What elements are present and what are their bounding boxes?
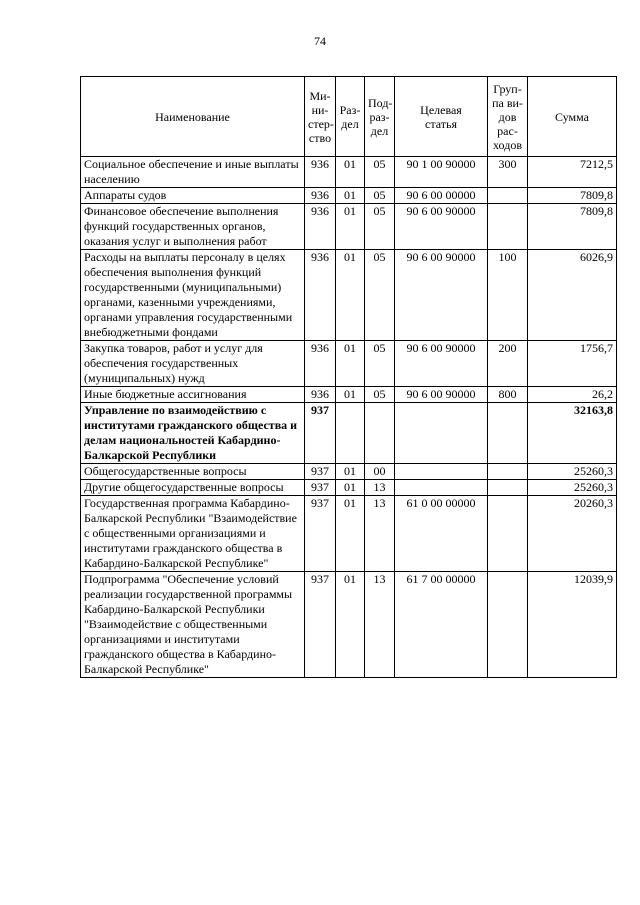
cell-section: 01 (336, 387, 365, 403)
cell-group (488, 480, 528, 496)
cell-target: 90 6 00 90000 (395, 387, 488, 403)
cell-sum: 1756,7 (528, 341, 617, 387)
cell-ministry: 936 (305, 387, 336, 403)
cell-subsection (365, 403, 395, 464)
budget-table (80, 76, 617, 678)
cell-name: Иные бюджетные ассигнования (81, 387, 305, 403)
cell-group: 300 (488, 157, 528, 188)
cell-target (395, 480, 488, 496)
cell-sum: 26,2 (528, 387, 617, 403)
cell-subsection: 00 (365, 464, 395, 480)
cell-section: 01 (336, 496, 365, 572)
table-row (81, 157, 617, 188)
cell-subsection: 13 (365, 572, 395, 678)
cell-target: 90 6 00 90000 (395, 341, 488, 387)
cell-sum: 12039,9 (528, 572, 617, 678)
table-row (81, 464, 617, 480)
cell-subsection: 05 (365, 204, 395, 250)
cell-group (488, 572, 528, 678)
header-row (81, 77, 617, 157)
table-row (81, 572, 617, 678)
cell-sum: 7212,5 (528, 157, 617, 188)
cell-section: 01 (336, 204, 365, 250)
cell-group: 100 (488, 250, 528, 341)
cell-sum: 25260,3 (528, 480, 617, 496)
cell-section: 01 (336, 572, 365, 678)
cell-target: 90 6 00 90000 (395, 204, 488, 250)
cell-section: 01 (336, 250, 365, 341)
cell-name: Другие общегосударственные вопросы (81, 480, 305, 496)
cell-target: 90 6 00 00000 (395, 188, 488, 204)
cell-section: 01 (336, 464, 365, 480)
cell-target: 90 1 00 90000 (395, 157, 488, 188)
cell-name: Расходы на выплаты персоналу в целях обеспечения выполнения функций государственными (муниципальными) органами, казенными учреждениями, органами управления государственными внебюджетными фондами (81, 250, 305, 341)
cell-group: 200 (488, 341, 528, 387)
header-name: Наименование (81, 77, 305, 157)
cell-sum: 6026,9 (528, 250, 617, 341)
cell-name: Закупка товаров, работ и услуг для обеспечения государственных (муниципальных) нужд (81, 341, 305, 387)
cell-ministry: 936 (305, 250, 336, 341)
cell-target: 61 0 00 00000 (395, 496, 488, 572)
cell-section: 01 (336, 341, 365, 387)
cell-name: Государственная программа Кабардино-Балкарской Республики "Взаимодействие с общественными организациями и институтами гражданского общества в Кабардино-Балкарской Республике" (81, 496, 305, 572)
cell-section (336, 403, 365, 464)
cell-sum: 7809,8 (528, 188, 617, 204)
cell-subsection: 05 (365, 188, 395, 204)
cell-section: 01 (336, 480, 365, 496)
header-sum: Сумма (528, 77, 617, 157)
table-row (81, 496, 617, 572)
cell-group: 800 (488, 387, 528, 403)
cell-group (488, 403, 528, 464)
cell-group (488, 188, 528, 204)
cell-name: Финансовое обеспечение выполнения функций государственных органов, оказания услуг и выполнения работ (81, 204, 305, 250)
cell-subsection: 05 (365, 157, 395, 188)
cell-name: Подпрограмма "Обеспечение условий реализации государственной программы Кабардино-Балкарской Республики "Взаимодействие с общественными организациями и институтами гражданского общества в Кабардино-Балкарской Республике" (81, 572, 305, 678)
header-ministry: Ми- ни- стер- ство (305, 77, 336, 157)
cell-ministry: 937 (305, 572, 336, 678)
cell-ministry: 937 (305, 403, 336, 464)
cell-name: Управление по взаимодействию с институтами гражданского общества и делам национальностей Кабардино-Балкарской Республики (81, 403, 305, 464)
cell-group (488, 464, 528, 480)
table-row (81, 341, 617, 387)
table-row (81, 250, 617, 341)
cell-sum: 20260,3 (528, 496, 617, 572)
cell-ministry: 936 (305, 341, 336, 387)
cell-ministry: 937 (305, 464, 336, 480)
page-number: 74 (314, 34, 326, 48)
header-section: Раз- дел (336, 77, 365, 157)
cell-name: Социальное обеспечение и иные выплаты населению (81, 157, 305, 188)
table-row (81, 188, 617, 204)
cell-sum: 25260,3 (528, 464, 617, 480)
cell-subsection: 05 (365, 387, 395, 403)
cell-subsection: 13 (365, 496, 395, 572)
cell-ministry: 936 (305, 188, 336, 204)
cell-name: Аппараты судов (81, 188, 305, 204)
cell-name: Общегосударственные вопросы (81, 464, 305, 480)
header-group: Груп- па ви- дов рас- ходов (488, 77, 528, 157)
table-row (81, 387, 617, 403)
cell-ministry: 936 (305, 157, 336, 188)
cell-sum: 7809,8 (528, 204, 617, 250)
cell-ministry: 936 (305, 204, 336, 250)
cell-ministry: 937 (305, 480, 336, 496)
cell-sum: 32163,8 (528, 403, 617, 464)
cell-section: 01 (336, 157, 365, 188)
table-row (81, 204, 617, 250)
cell-target (395, 464, 488, 480)
header-subsection: Под- раз- дел (365, 77, 395, 157)
cell-target: 61 7 00 00000 (395, 572, 488, 678)
table-row (81, 403, 617, 464)
cell-group (488, 496, 528, 572)
cell-section: 01 (336, 188, 365, 204)
cell-group (488, 204, 528, 250)
cell-ministry: 937 (305, 496, 336, 572)
cell-target (395, 403, 488, 464)
cell-target: 90 6 00 90000 (395, 250, 488, 341)
table-row (81, 480, 617, 496)
cell-subsection: 05 (365, 341, 395, 387)
cell-subsection: 13 (365, 480, 395, 496)
cell-subsection: 05 (365, 250, 395, 341)
header-target: Целевая статья (395, 77, 488, 157)
